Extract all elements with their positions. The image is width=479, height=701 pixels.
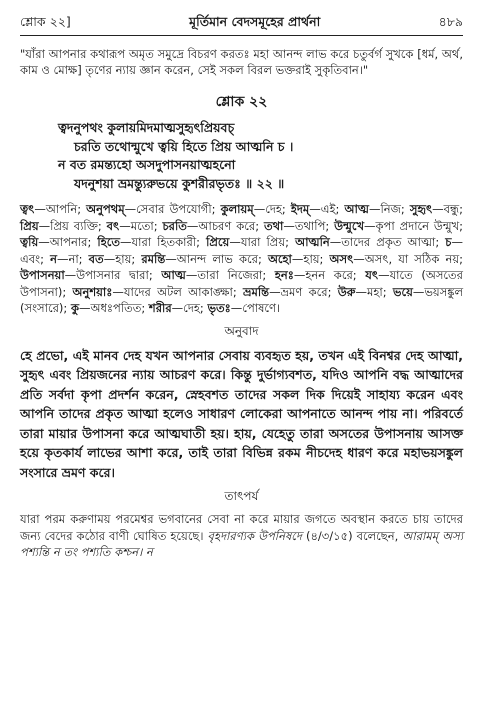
synonym-meaning: এবং; (20, 251, 44, 266)
synonym-meaning: অসৎ, যা সঠিক নয়; (364, 251, 463, 266)
synonym-term: আত্ম (344, 202, 369, 216)
synonym-term: উরু (337, 284, 356, 299)
synonym-term: ত্বৎ (20, 202, 35, 216)
synonym-term: অনুপথম্ (86, 202, 125, 216)
synonym-term: উপাসনয়া (20, 268, 65, 282)
purport-sentence: বলেছেন, (356, 528, 399, 543)
synonym-term: ভয়ে (392, 284, 413, 299)
synonym-meaning: আনন্দ লাভ করে; (176, 251, 262, 266)
synonym-meaning: যাদের অটল আকাঙ্ক্ষা; (123, 284, 237, 299)
synonym-meaning: সেবার উপযোগী; (136, 202, 216, 216)
verse-line: ত্বদনুপথং কুলায়মিদমাত্মসুহৃৎপ্রিয়বচ্ (58, 120, 235, 135)
reference-number: (৪/৩/১৫) (305, 528, 353, 543)
quote-paragraph: "যাঁরা আপনার কথারূপ অমৃত সমুদ্রে বিচরণ করতঃ মহা আনন্দ লাভ করে চতুর্বর্গ সুখকে [ধর্ম, অর্থ, কাম ও মোক্ষ] তৃণের ন্যায় জ্ঞান করেন, সেই সকল বিরল ভক্তরাই সুকৃতিবান।" (20, 47, 463, 77)
synonym-term: প্রিয় (20, 218, 39, 233)
verse-line: ন বত রমন্ত্যহো অসদুপাসনয়াত্মহনো (58, 157, 236, 172)
synonym-term: শরীর (148, 301, 172, 315)
reference-source: বৃহদারণ্যক উপনিষদে (207, 528, 302, 543)
synonym-meaning: হায়; (303, 251, 324, 266)
synonym-term: সুহৃৎ (409, 202, 433, 216)
synonym-term: আত্মনি (295, 235, 330, 249)
synonym-meaning: ভয়সঙ্কুল (সংসারে); (20, 284, 464, 315)
verse-text (20, 119, 463, 193)
verse-heading: শ্লোক ২২ (215, 94, 268, 110)
synonym-meaning: এই; (320, 202, 340, 216)
page-number: ৪৮৯ (438, 14, 463, 29)
synonym-term: রমন্তি (141, 251, 166, 266)
synonym-term: হনঃ (274, 268, 294, 282)
word-meanings: ত্বৎ—আপনি; অনুপথম্—সেবার উপযোগী; কুলায়ম্—দেহ; ইদম্—এই; আত্ম—নিজ; সুহৃৎ—বন্ধু; প্রিয়—প্রিয় ব্যক্তি; বৎ—মতো; চরতি—আচরণ করে; তথা—তথাপি; উন্মুখে—কৃপা প্রদানে উন্মুখ; ত্বয়ি—আপনার; হিতে—যারা হিতকারী; প্রিয়ে—যারা প্রিয়; আত্মনি—তাদের প্রকৃত আত্মা; চ—এবং; ন—না; বত—হায়; রমন্তি—আনন্দ লাভ করে; অহো—হায়; অসৎ—অসৎ, যা সঠিক নয়; উপাসনয়া—উপাসনার দ্বারা; আত্ম—তারা নিজেরা; হনঃ—হনন করে; যৎ—যাতে (অসতের উপাসনা); অনুশয়াঃ—যাদের অটল আকাঙ্ক্ষা; ভ্রমন্তি—ভ্রমণ করে; উরু—মহা; ভয়ে—ভয়সঙ্কুল (সংসারে); কু—অধঃপতিত; শরীর—দেহ; ভৃতঃ—পোষণে। (20, 202, 464, 315)
synonym-term: বত (88, 251, 104, 266)
synonym-term: ভৃতঃ (207, 301, 231, 315)
synonym-term: অসৎ (329, 251, 354, 266)
verse-reference: শ্লোক ২২] (20, 14, 71, 29)
synonym-meaning: না; (68, 251, 83, 266)
synonym-meaning: তারা নিজেরা; (197, 268, 267, 282)
synonym-meaning: দেহ; (183, 301, 204, 315)
synonym-term: হিতে (97, 235, 121, 249)
synonym-meaning: উপাসনার দ্বারা; (76, 268, 153, 282)
synonym-meaning: প্রিয় ব্যক্তি; (50, 218, 102, 233)
synonym-meaning: হায়; (115, 251, 136, 266)
synonym-term: তথা (263, 218, 284, 233)
synonym-meaning: আপনি; (45, 202, 82, 216)
synonym-term: চ (445, 235, 452, 249)
synonym-term: যৎ (365, 268, 379, 282)
translation-text: হে প্রভো, এই মানব দেহ যখন আপনার সেবায় ব্যবহৃত হয়, তখন এই বিনশ্বর দেহ আত্মা, সুহৃৎ এবং প্রিয়জনের ন্যায় আচরণ করে। কিন্তু দুর্ভাগ্যবশত, যদিও আপনি বদ্ধ আত্মাদের প্রতি সর্বদা কৃপা প্রদর্শন করেন, স্নেহবশত তাদের সকল দিক দিয়েই সাহায্য করেন এবং আপনি তাদের প্রকৃত আত্মা হলেও সাধারণ লোকেরা আপনাতে আনন্দ পায় না। পরিবর্তে তারা মায়ার উপাসনা করে আত্মঘাতী হয়। হায়, যেহেতু তারা অসতের উপাসনায় আসক্ত হয়ে কৃতকার্য লাভের আশা করে, তাই তারা বিভিন্ন রকম নীচদেহ ধারণ করে মহাভয়সঙ্কুল সংসারে ভ্রমণ করে। (20, 347, 463, 480)
synonym-meaning: ভ্রমণ করে; (280, 284, 332, 299)
synonym-term: আত্ম (161, 268, 186, 282)
synonym-meaning: যারা প্রিয়; (240, 235, 290, 249)
header-rule (20, 35, 463, 36)
synonym-term: কুলায়ম্ (220, 202, 254, 216)
synonym-term: অনুশয়াঃ (72, 284, 113, 299)
verse-line: চরতি তথোন্মুখে ত্বয়ি হিতে প্রিয় আত্মনি চ । (74, 138, 294, 154)
page-header (20, 14, 463, 32)
synonym-meaning: কৃপা প্রদানে উন্মুখ; (375, 218, 464, 233)
synonym-meaning: যারা হিতকারী; (131, 235, 201, 249)
synonym-meaning: হনন করে; (305, 268, 357, 282)
synonym-meaning: যাতে (অসতের উপাসনা); (20, 268, 464, 299)
synonym-meaning: নিজ; (380, 202, 405, 216)
translation-heading: অনুবাদ (224, 323, 259, 338)
synonym-meaning: দেহ; (265, 202, 286, 216)
reference-quote: আরামম্ অস্য পশ্যন্তি ন তং পশ্যতি কশ্চন। ন (20, 528, 464, 559)
purport-text (20, 511, 463, 561)
synonym-meaning: পোষণে। (242, 301, 281, 315)
synonym-term: প্রিয়ে (206, 235, 230, 249)
synonym-term: কু (70, 301, 79, 315)
synonym-meaning: আপনার; (49, 235, 92, 249)
purport-heading: তাৎপর্য (224, 489, 259, 503)
synonym-term: অহো (267, 251, 292, 266)
synonym-meaning: তাদের প্রকৃত আত্মা; (341, 235, 440, 249)
synonym-meaning: মতো; (130, 218, 158, 233)
synonym-term: ন (50, 251, 57, 266)
synonym-meaning: মহা; (367, 284, 387, 299)
verse-line: যদনুশয়া ভ্রমন্ত্যুরুভয়ে কুশরীরভৃতঃ ॥ ২২ ॥ (74, 175, 285, 191)
synonym-term: উন্মুখে (334, 218, 365, 233)
synonym-meaning: আচরণ করে; (198, 218, 260, 233)
synonym-meaning: বন্ধু; (443, 202, 464, 216)
synonym-term: ত্বয়ি (20, 235, 39, 249)
synonym-term: ভ্রমন্তি (243, 284, 270, 299)
purport-sentence: যারা পরম করুণাময় পরমেশ্বর ভগবানের সেবা না করে মায়ার জগতে অবস্থান করতে চায় তাদের জন্য বেদের কঠোর বাণী ঘোষিত হয়েছে। (20, 512, 463, 543)
synonym-meaning: তথাপি; (294, 218, 330, 233)
chapter-title: মূর্তিমান বেদসমূহের প্রার্থনা (189, 14, 321, 29)
synonym-term: ইদম্ (290, 202, 310, 216)
synonym-term: চরতি (162, 218, 187, 233)
synonym-meaning: অধঃপতিত; (90, 301, 146, 315)
synonym-term: বৎ (106, 218, 120, 233)
